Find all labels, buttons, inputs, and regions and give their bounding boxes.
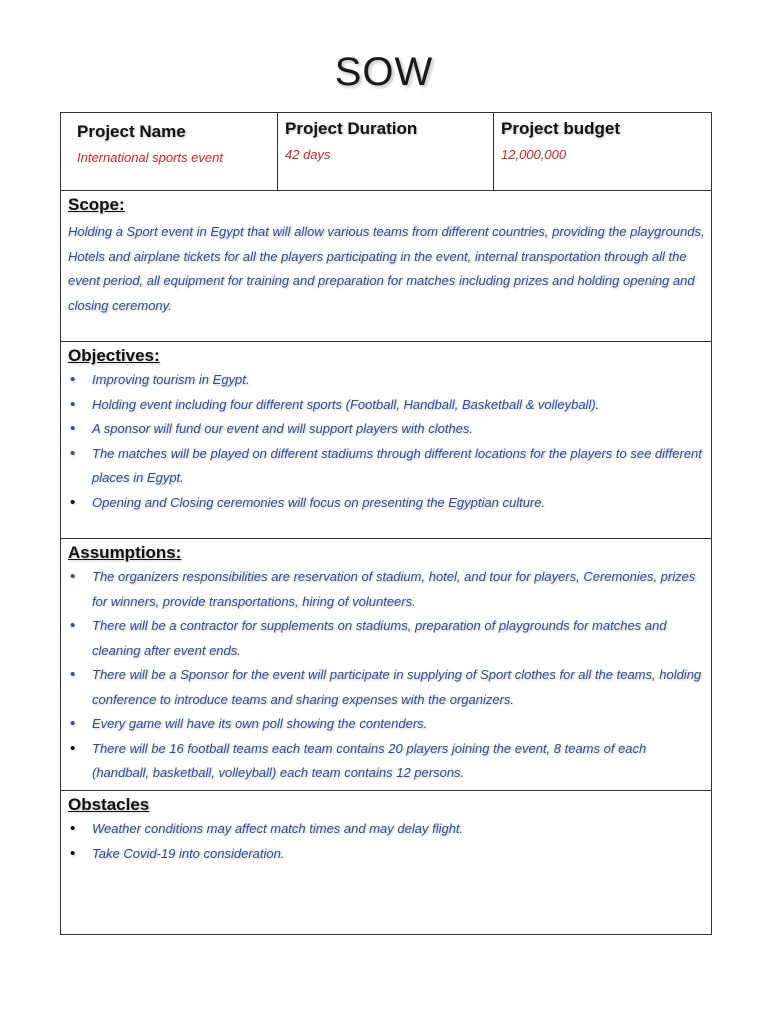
list-item: • Take Covid-19 into consideration. xyxy=(68,842,705,867)
project-name-cell xyxy=(61,113,278,191)
scope-section xyxy=(61,191,712,342)
project-name-value: International sports event xyxy=(77,150,223,165)
project-name-label: Project Name xyxy=(77,122,186,141)
sow-table xyxy=(60,112,712,935)
obstacles-heading: Obstacles xyxy=(68,795,150,814)
assumptions-heading: Assumptions: xyxy=(68,543,182,562)
obstacles-section xyxy=(61,791,712,935)
list-item: • There will be 16 football teams each team contains 20 players joining the event, 8 teams of each (handball, basketball, volleyball) each team contains 12 persons. xyxy=(68,737,705,786)
obstacles-list xyxy=(68,817,705,866)
list-item: • There will be a Sponsor for the event will participate in supplying of Sport clothes for all the teams, holding conference to introduce teams and sharing expenses with the organizers. xyxy=(68,663,705,712)
objectives-heading: Objectives: xyxy=(68,346,160,365)
project-duration-cell xyxy=(278,113,494,191)
assumptions-list xyxy=(68,565,705,786)
list-item: • The organizers responsibilities are reservation of stadium, hotel, and tour for players, Ceremonies, prizes for winners, provide transportations, hiring of volunteers. xyxy=(68,565,705,614)
list-item: • Every game will have its own poll showing the contenders. xyxy=(68,712,705,737)
header-row xyxy=(61,113,712,191)
project-duration-label: Project Duration xyxy=(285,119,418,138)
list-item: • The matches will be played on different stadiums through different locations for the players to see different places in Egypt. xyxy=(68,442,705,491)
scope-heading: Scope: xyxy=(68,195,125,214)
project-duration-value: 42 days xyxy=(285,147,331,162)
objectives-section xyxy=(61,342,712,539)
objectives-list xyxy=(68,368,705,515)
page-title: SOW xyxy=(334,50,434,94)
list-item: • A sponsor will fund our event and will support players with clothes. xyxy=(68,417,705,442)
project-budget-label: Project budget xyxy=(501,119,621,138)
assumptions-section xyxy=(61,539,712,791)
list-item: • Improving tourism in Egypt. xyxy=(68,368,705,393)
list-item: • Opening and Closing ceremonies will focus on presenting the Egyptian culture. xyxy=(68,491,705,516)
list-item: • There will be a contractor for supplements on stadiums, preparation of playgrounds for matches and cleaning after event ends. xyxy=(68,614,705,663)
scope-text: Holding a Sport event in Egypt that will allow various teams from different countries, providing the playgrounds, Hotels and airplane tickets for all the players participating in the event, internal transportation through all the event period, all equipment for training and preparation for matches including prizes and holding opening and closing ceremony. xyxy=(68,224,705,313)
project-budget-cell xyxy=(494,113,712,191)
list-item: • Holding event including four different sports (Football, Handball, Basketball & volleyball). xyxy=(68,393,705,418)
project-budget-value: 12,000,000 xyxy=(501,147,567,162)
list-item: • Weather conditions may affect match times and may delay flight. xyxy=(68,817,705,842)
